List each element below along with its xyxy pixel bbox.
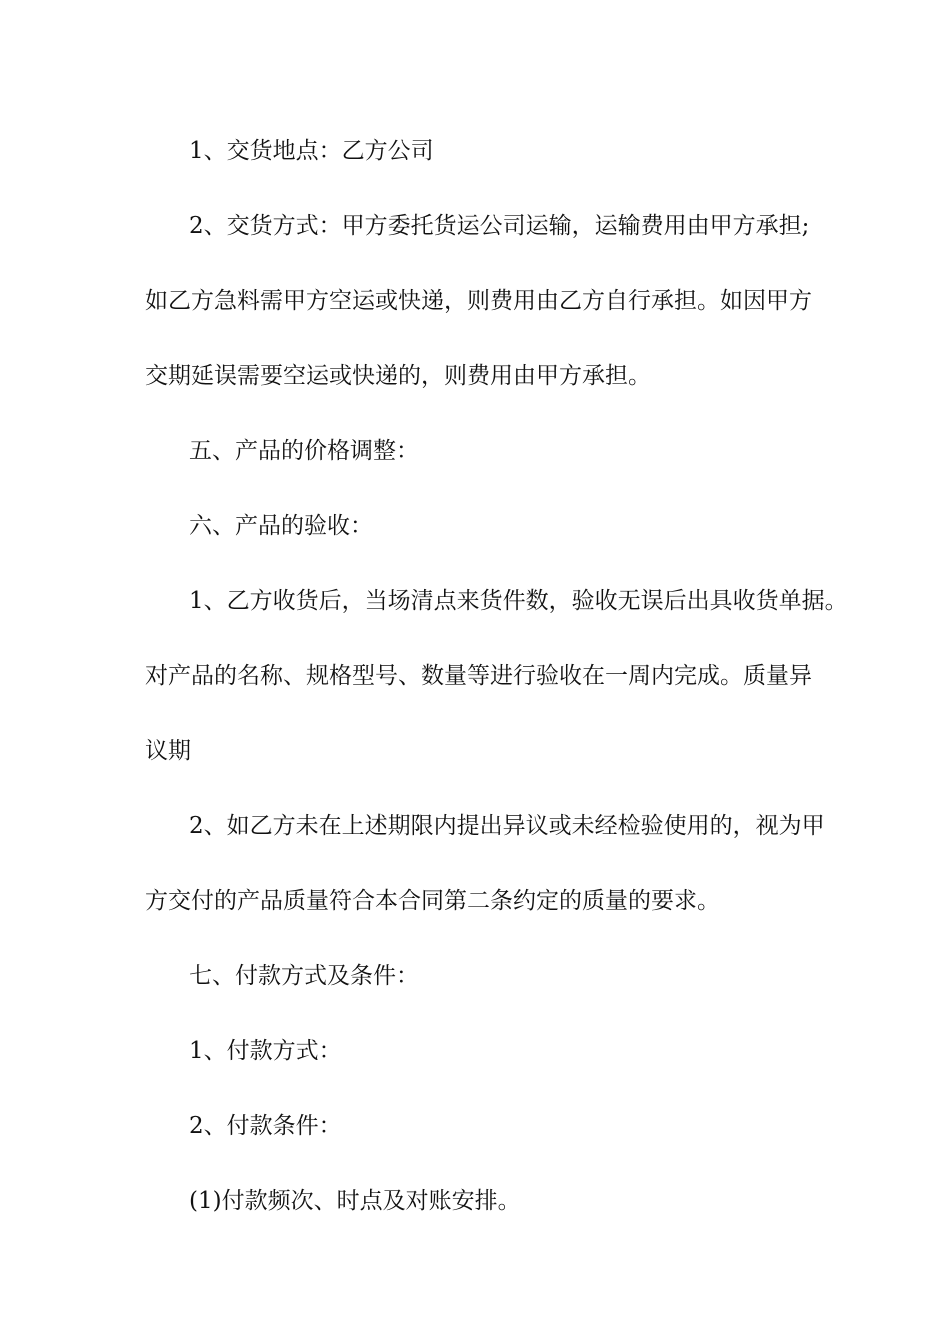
product-acceptance-heading: 六、产品的验收： bbox=[189, 513, 373, 539]
payment-conditions-line: 2、付款条件： bbox=[189, 1113, 342, 1139]
acceptance-clause-2-continuation: 方交付的产品质量符合本合同第二条约定的质量的要求。 bbox=[145, 888, 720, 914]
delivery-method-line: 2、交货方式：甲方委托货运公司运输，运输费用由甲方承担; bbox=[189, 213, 810, 239]
payment-method-line: 1、付款方式： bbox=[189, 1038, 342, 1064]
delivery-method-continuation-line-2: 交期延误需要空运或快递的，则费用由甲方承担。 bbox=[145, 363, 651, 389]
acceptance-clause-2: 2、如乙方未在上述期限内提出异议或未经检验使用的，视为甲 bbox=[189, 813, 825, 839]
acceptance-clause-1-continuation-2: 议期 bbox=[145, 738, 191, 764]
delivery-location-line: 1、交货地点：乙方公司 bbox=[189, 138, 434, 164]
delivery-method-continuation-line: 如乙方急料需甲方空运或快递，则费用由乙方自行承担。如因甲方 bbox=[145, 288, 812, 314]
price-adjustment-heading: 五、产品的价格调整： bbox=[189, 438, 419, 464]
payment-terms-heading: 七、付款方式及条件： bbox=[189, 963, 419, 989]
acceptance-clause-1: 1、乙方收货后，当场清点来货件数，验收无误后出具收货单据。 bbox=[189, 588, 848, 614]
payment-frequency-line: (1)付款频次、时点及对账安排。 bbox=[189, 1188, 521, 1214]
acceptance-clause-1-continuation: 对产品的名称、规格型号、数量等进行验收在一周内完成。质量异 bbox=[145, 663, 812, 689]
